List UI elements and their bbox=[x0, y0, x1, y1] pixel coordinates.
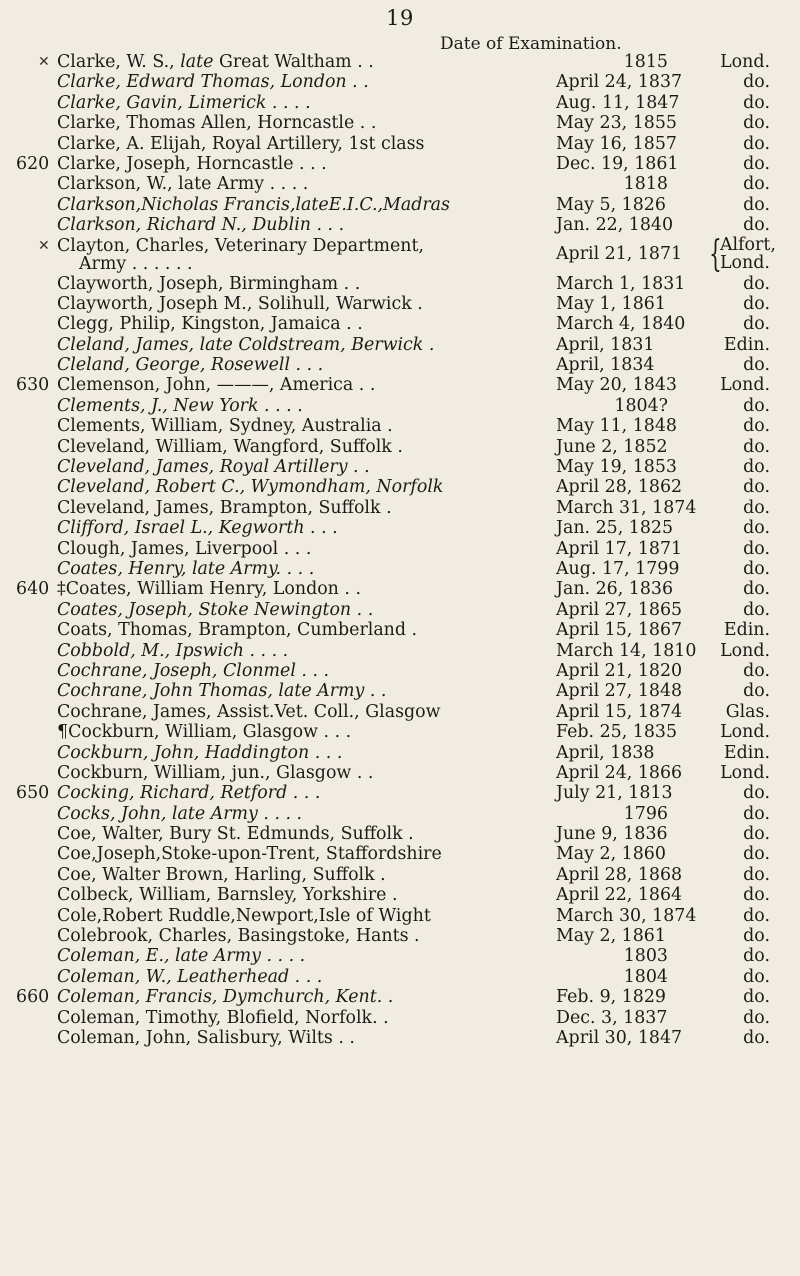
entry-place: do. bbox=[743, 395, 770, 416]
entry-date: 1818 bbox=[623, 174, 668, 195]
entry-place: do. bbox=[743, 133, 770, 154]
entry-place: Lond. bbox=[720, 375, 770, 396]
entry-date: May 5, 1826 bbox=[556, 194, 666, 215]
entry-place: Lond. bbox=[720, 762, 770, 783]
entry-date: Feb. 9, 1829 bbox=[556, 987, 666, 1008]
entry-row bbox=[0, 539, 800, 559]
entry-date: May 11, 1848 bbox=[556, 416, 677, 437]
entry-name: Clarkson, W., late Army . . . . bbox=[57, 174, 309, 195]
entry-place: do. bbox=[743, 864, 770, 885]
entry-date: April, 1838 bbox=[556, 742, 655, 763]
entry-name: Coleman, Timothy, Blofield, Norfolk. . bbox=[57, 1007, 389, 1028]
entry-date: Jan. 25, 1825 bbox=[556, 518, 674, 539]
entry-date: Jan. 22, 1840 bbox=[556, 215, 674, 236]
entry-place: Lond. bbox=[720, 640, 770, 661]
entry-name: Coleman, John, Salisbury, Wilts . . bbox=[57, 1027, 355, 1048]
entry-place: do. bbox=[743, 355, 770, 376]
entry-row bbox=[0, 783, 800, 803]
entry-number: 640 bbox=[16, 579, 50, 600]
entry-name: Clarke, W. S., late Great Waltham . . bbox=[57, 52, 374, 72]
entry-place: do. bbox=[743, 497, 770, 518]
entry-row bbox=[0, 174, 800, 194]
entry-row bbox=[0, 804, 800, 824]
column-header: Date of Examination. bbox=[440, 34, 622, 54]
entry-name: Cocking, Richard, Retford . . . bbox=[57, 783, 321, 804]
entry-place: Edin. bbox=[723, 620, 770, 641]
brace: { bbox=[709, 233, 722, 275]
entry-name: Cleland, George, Rosewell . . . bbox=[57, 355, 324, 376]
entry-name: Cockburn, William, jun., Glasgow . . bbox=[57, 762, 374, 783]
entry-row bbox=[0, 375, 800, 395]
entry-date: March 4, 1840 bbox=[556, 314, 686, 335]
entry-date: Aug. 11, 1847 bbox=[556, 92, 680, 113]
entry-name: Cleveland, James, Brampton, Suffolk . bbox=[57, 497, 392, 518]
entry-row bbox=[0, 314, 800, 334]
entry-place: do. bbox=[743, 558, 770, 579]
entry-name: Cochrane, John Thomas, late Army . . bbox=[57, 681, 387, 702]
entry-row bbox=[0, 52, 800, 72]
entry-name: Coates, Henry, late Army. . . . bbox=[57, 558, 315, 579]
margin-mark: ✕ bbox=[38, 54, 50, 70]
entry-row bbox=[0, 72, 800, 92]
entry-name: Clements, William, Sydney, Australia . bbox=[57, 416, 393, 437]
entry-row bbox=[0, 641, 800, 661]
entry-name: ¶Cockburn, William, Glasgow . . . bbox=[57, 722, 352, 743]
entry-name: Clayworth, Joseph M., Solihull, Warwick . bbox=[57, 293, 423, 314]
entry-name: Coleman, Francis, Dymchurch, Kent. . bbox=[57, 987, 394, 1008]
entry-place: do. bbox=[743, 293, 770, 314]
entry-date: Jan. 26, 1836 bbox=[556, 579, 674, 600]
entry-row bbox=[0, 1008, 800, 1028]
entry-date: April 15, 1867 bbox=[556, 620, 683, 641]
entry-number: 620 bbox=[16, 153, 50, 174]
entry-row bbox=[0, 987, 800, 1007]
entry-place: Edin. bbox=[723, 742, 770, 763]
entry-number: 650 bbox=[16, 783, 50, 804]
entry-name: Cleveland, William, Wangford, Suffolk . bbox=[57, 436, 403, 457]
entry-date: March 31, 1874 bbox=[556, 497, 697, 518]
entry-name: Coats, Thomas, Brampton, Cumberland . bbox=[57, 620, 418, 641]
entry-date: May 1, 1861 bbox=[556, 293, 666, 314]
entry-name: Coe, Walter, Bury St. Edmunds, Suffolk . bbox=[57, 824, 414, 845]
entry-row bbox=[0, 113, 800, 133]
entry-row bbox=[0, 274, 800, 294]
entry-name: Coleman, W., Leatherhead . . . bbox=[57, 966, 323, 987]
entry-name: ‡Coates, William Henry, London . . bbox=[57, 579, 361, 600]
entry-date: May 23, 1855 bbox=[556, 113, 677, 134]
entry-place: do. bbox=[743, 174, 770, 195]
entry-name: Clarke, A. Elijah, Royal Artillery, 1st class bbox=[57, 133, 425, 154]
entry-place: do. bbox=[743, 72, 770, 93]
entry-place: do. bbox=[743, 416, 770, 437]
entry-name: Clements, J., New York . . . . bbox=[57, 395, 303, 416]
entry-row bbox=[0, 335, 800, 355]
entry-row bbox=[0, 396, 800, 416]
entry-date: April, 1831 bbox=[556, 334, 655, 355]
entry-place: do. bbox=[743, 273, 770, 294]
entry-place: Lond. bbox=[720, 52, 770, 72]
entry-row bbox=[0, 518, 800, 538]
entry-row bbox=[0, 498, 800, 518]
entry-place: do. bbox=[743, 946, 770, 967]
entry-place: Edin. bbox=[723, 334, 770, 355]
entry-date: April 21, 1820 bbox=[556, 660, 683, 681]
entry-number: 660 bbox=[16, 987, 50, 1008]
entry-name: Clarke, Edward Thomas, London . . bbox=[57, 72, 369, 93]
entry-name: Clemenson, John, ———, America . . bbox=[57, 375, 376, 396]
entry-place: Glas. bbox=[725, 701, 770, 722]
entry-place: do. bbox=[743, 599, 770, 620]
entry-name: Coleman, E., late Army . . . . bbox=[57, 946, 306, 967]
entry-place: do. bbox=[743, 824, 770, 845]
entry-place: do. bbox=[743, 681, 770, 702]
entry-place: do. bbox=[743, 477, 770, 498]
entry-row bbox=[0, 967, 800, 987]
entry-row bbox=[0, 722, 800, 742]
entry-date: April 24, 1866 bbox=[556, 762, 683, 783]
entry-place: do. bbox=[743, 966, 770, 987]
entry-place: do. bbox=[743, 215, 770, 236]
entry-date: 1796 bbox=[623, 803, 668, 824]
entry-date: March 14, 1810 bbox=[556, 640, 697, 661]
entry-place: Alfort, Lond. bbox=[720, 234, 776, 274]
entry-date: April 27, 1848 bbox=[556, 681, 683, 702]
entry-place: do. bbox=[743, 314, 770, 335]
entry-name: Colebrook, Charles, Basingstoke, Hants . bbox=[57, 926, 420, 947]
entry-name: Clarke, Joseph, Horncastle . . . bbox=[57, 153, 327, 174]
entry-row bbox=[0, 885, 800, 905]
entries-list bbox=[0, 52, 800, 1048]
entry-date: April 30, 1847 bbox=[556, 1027, 683, 1048]
entry-row bbox=[0, 93, 800, 113]
entry-name: Cockburn, John, Haddington . . . bbox=[57, 742, 343, 763]
entry-row bbox=[0, 844, 800, 864]
entry-row bbox=[0, 559, 800, 579]
entry-place: do. bbox=[743, 660, 770, 681]
entry-row bbox=[0, 926, 800, 946]
entry-date: April 15, 1874 bbox=[556, 701, 683, 722]
entry-date: May 20, 1843 bbox=[556, 375, 677, 396]
entry-place: do. bbox=[743, 905, 770, 926]
entry-name: Cochrane, Joseph, Clonmel . . . bbox=[57, 660, 330, 681]
entry-place: do. bbox=[743, 436, 770, 457]
entry-date: 1804 bbox=[623, 966, 668, 987]
entry-name: Cleveland, Robert C., Wymondham, Norfolk bbox=[57, 477, 444, 498]
entry-place: do. bbox=[743, 783, 770, 804]
entry-row bbox=[0, 763, 800, 783]
entry-row bbox=[0, 743, 800, 763]
entry-place: do. bbox=[743, 579, 770, 600]
page-number: 19 bbox=[386, 6, 414, 30]
entry-name: Cocks, John, late Army . . . . bbox=[57, 803, 303, 824]
entry-name: Coates, Joseph, Stoke Newington . . bbox=[57, 599, 374, 620]
entry-date: April 27, 1865 bbox=[556, 599, 683, 620]
entry-row bbox=[0, 195, 800, 215]
entry-date: April, 1834 bbox=[556, 355, 655, 376]
entry-name: Cochrane, James, Assist.Vet. Coll., Glasgow bbox=[57, 701, 441, 722]
entry-name: Clarkson,Nicholas Francis,lateE.I.C.,Madras bbox=[57, 194, 450, 215]
entry-name: Clarke, Thomas Allen, Horncastle . . bbox=[57, 113, 377, 134]
entry-date: May 19, 1853 bbox=[556, 457, 677, 478]
entry-name: Clough, James, Liverpool . . . bbox=[57, 538, 312, 559]
entry-name: Clarke, Gavin, Limerick . . . . bbox=[57, 92, 311, 113]
entry-place: do. bbox=[743, 1007, 770, 1028]
entry-number: 630 bbox=[16, 375, 50, 396]
entry-name: Clayton, Charles, Veterinary Department, Army . . . . . . bbox=[57, 235, 424, 275]
entry-date: May 2, 1861 bbox=[556, 926, 666, 947]
entry-date: June 9, 1836 bbox=[556, 824, 668, 845]
entry-place: do. bbox=[743, 457, 770, 478]
entry-date: 1804? bbox=[614, 395, 668, 416]
entry-row bbox=[0, 233, 800, 275]
entry-date: May 16, 1857 bbox=[556, 133, 677, 154]
entry-name: Cleveland, James, Royal Artillery . . bbox=[57, 457, 370, 478]
entry-row bbox=[0, 154, 800, 174]
entry-place: do. bbox=[743, 538, 770, 559]
entry-name: Cleland, James, late Coldstream, Berwick . bbox=[57, 334, 435, 355]
entry-row bbox=[0, 416, 800, 436]
entry-name: Coe, Walter Brown, Harling, Suffolk . bbox=[57, 864, 386, 885]
entry-date: 1815 bbox=[623, 52, 668, 72]
entry-row bbox=[0, 681, 800, 701]
entry-date: Dec. 3, 1837 bbox=[556, 1007, 668, 1028]
entry-date: May 2, 1860 bbox=[556, 844, 666, 865]
entry-date: April 21, 1871 bbox=[556, 243, 683, 264]
entry-place: do. bbox=[743, 1027, 770, 1048]
entry-date: July 21, 1813 bbox=[556, 783, 673, 804]
entry-place: do. bbox=[743, 885, 770, 906]
entry-place: Lond. bbox=[720, 722, 770, 743]
entry-date: April 22, 1864 bbox=[556, 885, 683, 906]
entry-date: March 1, 1831 bbox=[556, 273, 686, 294]
entry-name: Cole,Robert Ruddle,Newport,Isle of Wight bbox=[57, 905, 431, 926]
entry-row bbox=[0, 579, 800, 599]
entry-row bbox=[0, 215, 800, 235]
entry-row bbox=[0, 355, 800, 375]
entry-place: do. bbox=[743, 803, 770, 824]
entry-date: Dec. 19, 1861 bbox=[556, 153, 679, 174]
entry-date: April 28, 1868 bbox=[556, 864, 683, 885]
entry-place: do. bbox=[743, 844, 770, 865]
entry-place: do. bbox=[743, 92, 770, 113]
entry-row bbox=[0, 294, 800, 314]
entry-place: do. bbox=[743, 113, 770, 134]
entry-name: Clegg, Philip, Kingston, Jamaica . . bbox=[57, 314, 363, 335]
entry-row bbox=[0, 661, 800, 681]
entry-place: do. bbox=[743, 153, 770, 174]
entry-row bbox=[0, 620, 800, 640]
entry-date: June 2, 1852 bbox=[556, 436, 668, 457]
margin-mark: ✕ bbox=[38, 237, 50, 254]
entry-row bbox=[0, 477, 800, 497]
entry-name: Clifford, Israel L., Kegworth . . . bbox=[57, 518, 338, 539]
entry-name: Colbeck, William, Barnsley, Yorkshire . bbox=[57, 885, 398, 906]
entry-row bbox=[0, 865, 800, 885]
entry-date: March 30, 1874 bbox=[556, 905, 697, 926]
entry-date: 1803 bbox=[623, 946, 668, 967]
entry-date: April 24, 1837 bbox=[556, 72, 683, 93]
entry-name: Clayworth, Joseph, Birmingham . . bbox=[57, 273, 361, 294]
entry-place: do. bbox=[743, 987, 770, 1008]
entry-place: do. bbox=[743, 194, 770, 215]
entry-date: Aug. 17, 1799 bbox=[556, 558, 680, 579]
entry-row bbox=[0, 824, 800, 844]
entry-row bbox=[0, 457, 800, 477]
entry-date: April 17, 1871 bbox=[556, 538, 683, 559]
entry-place: do. bbox=[743, 926, 770, 947]
entry-name: Coe,Joseph,Stoke-upon-Trent, Staffordshire bbox=[57, 844, 442, 865]
entry-row bbox=[0, 946, 800, 966]
entry-date: Feb. 25, 1835 bbox=[556, 722, 678, 743]
entry-row bbox=[0, 906, 800, 926]
entry-row bbox=[0, 600, 800, 620]
entry-row bbox=[0, 134, 800, 154]
entry-row bbox=[0, 702, 800, 722]
entry-name: Clarkson, Richard N., Dublin . . . bbox=[57, 215, 345, 236]
entry-place: do. bbox=[743, 518, 770, 539]
entry-row bbox=[0, 1028, 800, 1048]
entry-name: Cobbold, M., Ipswich . . . . bbox=[57, 640, 289, 661]
entry-date: April 28, 1862 bbox=[556, 477, 683, 498]
entry-row bbox=[0, 437, 800, 457]
